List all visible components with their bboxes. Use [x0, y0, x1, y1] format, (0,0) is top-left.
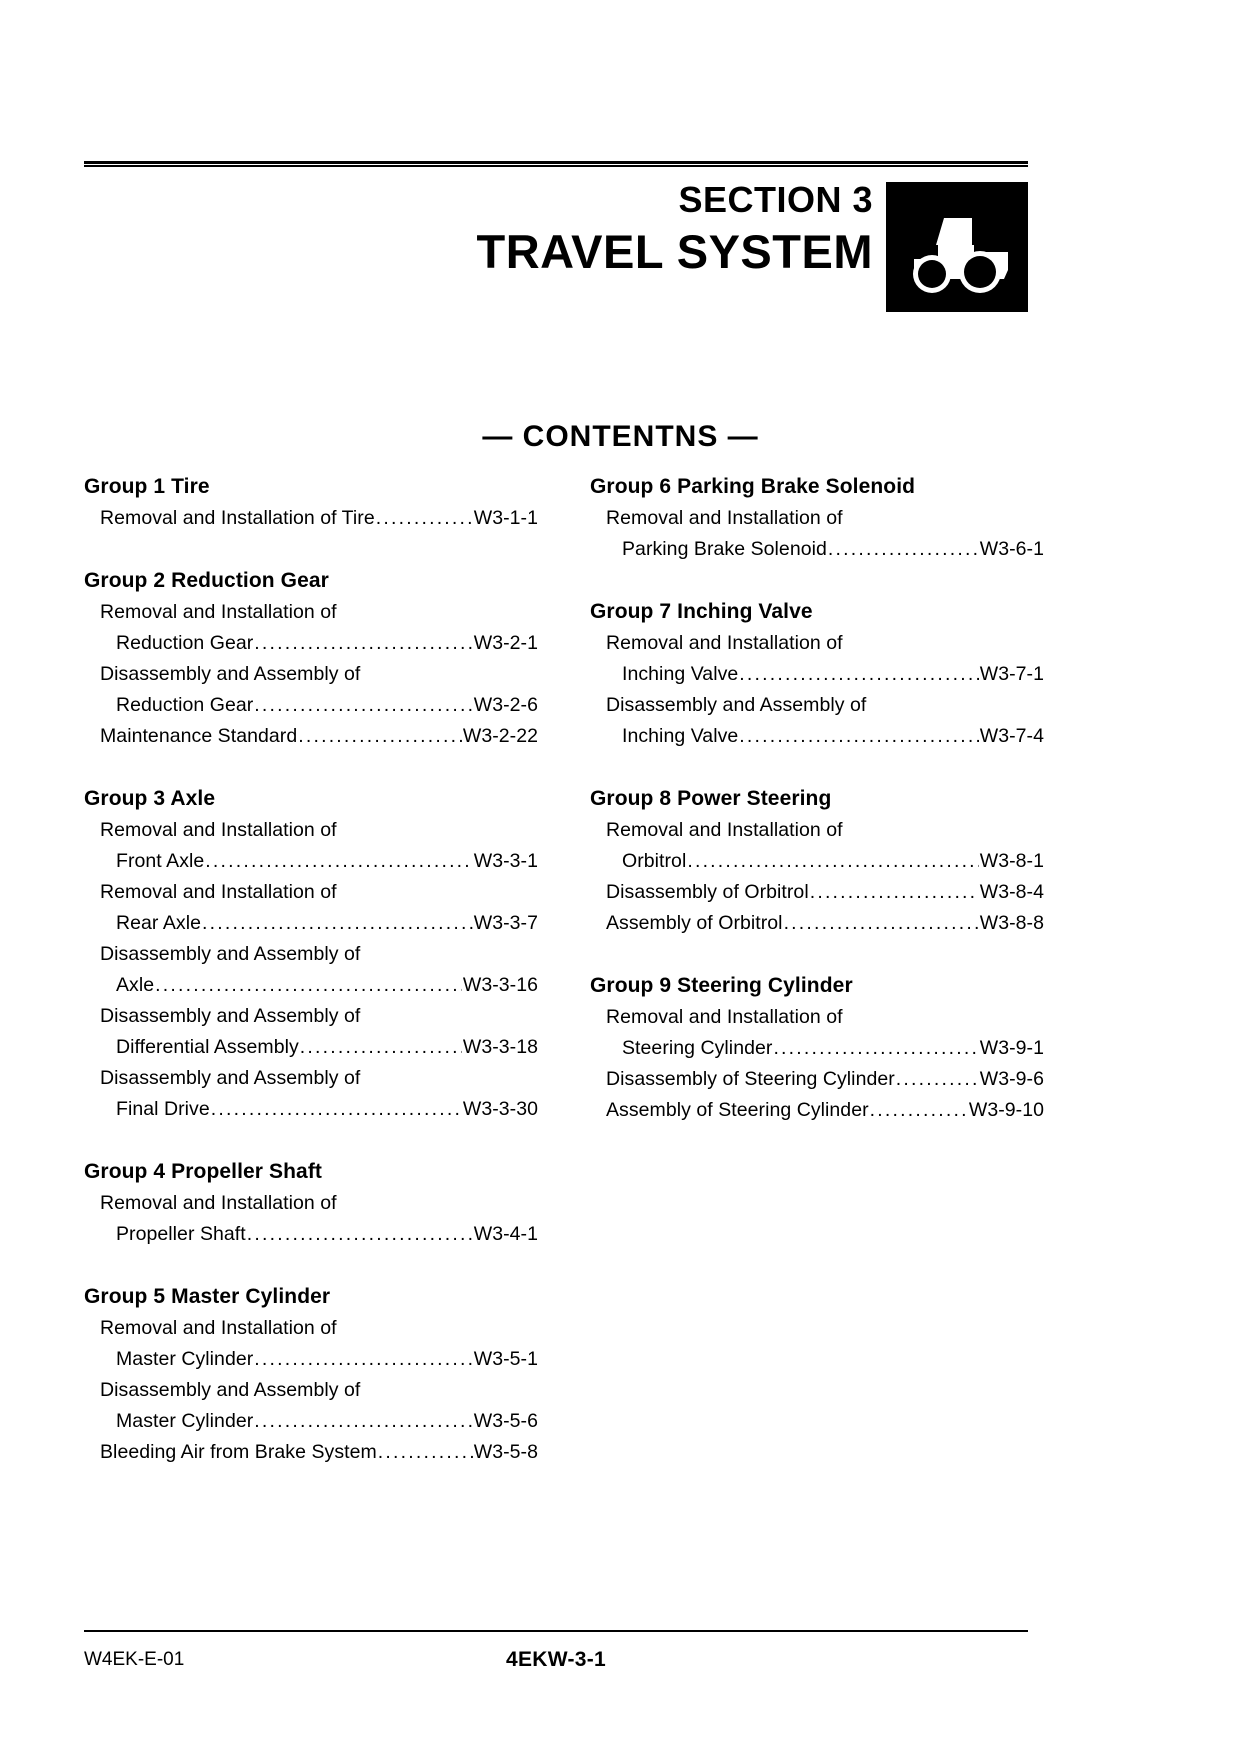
- toc-entry-continuation: Disassembly and Assembly of: [100, 1005, 361, 1027]
- toc-leader-dots: [300, 1032, 462, 1063]
- toc-entry-page: W3-5-6: [473, 1410, 538, 1432]
- toc-entry-label: Assembly of Steering Cylinder: [606, 1099, 869, 1121]
- toc-entry-continuation: Removal and Installation of: [100, 1192, 337, 1214]
- footer-rule: [84, 1630, 1028, 1632]
- header-double-rule: [84, 161, 1028, 167]
- toc-entry-page: W3-7-1: [979, 663, 1044, 685]
- toc-entry-label: Reduction Gear: [116, 632, 254, 654]
- toc-group: [84, 564, 538, 752]
- toc-entry[interactable]: [84, 628, 538, 659]
- toc-leader-dots: [202, 908, 473, 939]
- toc-group-title: Group 3 Axle: [84, 787, 216, 810]
- toc-group: [84, 1155, 538, 1250]
- toc-entry[interactable]: [84, 908, 538, 939]
- toc-column-right: [590, 470, 1044, 1126]
- toc-entry-label: Assembly of Orbitrol: [606, 912, 783, 934]
- toc-group: [84, 782, 538, 1125]
- toc-entry-page: W3-3-16: [462, 974, 538, 996]
- toc-entry-page: W3-3-30: [462, 1098, 538, 1120]
- toc-entry[interactable]: [84, 1406, 538, 1437]
- toc-entry-page: W3-9-6: [979, 1068, 1044, 1090]
- toc-entry-label: Removal and Installation of Tire: [100, 507, 375, 529]
- toc-entry[interactable]: [590, 1033, 1044, 1064]
- toc-entry-label: Master Cylinder: [116, 1410, 254, 1432]
- toc-group: [590, 782, 1044, 939]
- toc-group-title: Group 4 Propeller Shaft: [84, 1160, 323, 1183]
- toc-entry-page: W3-1-1: [473, 507, 538, 529]
- toc-entry-label: Maintenance Standard: [100, 725, 298, 747]
- toc-entry-continuation: Removal and Installation of: [100, 1317, 337, 1339]
- toc-entry-label: Inching Valve: [622, 663, 739, 685]
- toc-group: [590, 969, 1044, 1126]
- toc-leader-dots: [810, 877, 979, 908]
- toc-entry-page: W3-9-10: [968, 1099, 1044, 1121]
- toc-entry[interactable]: [84, 1437, 538, 1468]
- toc-entry-continuation: Disassembly and Assembly of: [606, 694, 867, 716]
- toc-group-title: Group 6 Parking Brake Solenoid: [590, 475, 916, 498]
- toc-entry-page: W3-2-1: [473, 632, 538, 654]
- toc-entry-page: W3-9-1: [979, 1037, 1044, 1059]
- toc-entry-label: Front Axle: [116, 850, 205, 872]
- header-rule-thin: [84, 165, 1028, 167]
- toc-entry-page: W3-5-1: [473, 1348, 538, 1370]
- toc-group: [590, 470, 1044, 565]
- toc-entry-label: Orbitrol: [622, 850, 687, 872]
- toc-leader-dots: [739, 721, 978, 752]
- toc-entry-page: W3-8-8: [979, 912, 1044, 934]
- toc-entry-page: W3-5-8: [473, 1441, 538, 1463]
- toc-leader-dots: [254, 690, 472, 721]
- toc-entry[interactable]: [84, 970, 538, 1001]
- toc-entry-page: W3-8-4: [979, 881, 1044, 903]
- section-label: SECTION 3: [678, 179, 873, 220]
- section-header: [84, 178, 1028, 318]
- toc-entry-label: Disassembly of Steering Cylinder: [606, 1068, 895, 1090]
- toc-entry[interactable]: [590, 534, 1044, 565]
- toc-entry-continuation: Disassembly and Assembly of: [100, 943, 361, 965]
- toc-leader-dots: [896, 1064, 979, 1095]
- toc-entry-page: W3-4-1: [473, 1223, 538, 1245]
- toc-entry[interactable]: [590, 1095, 1044, 1126]
- header-rule-thick: [84, 161, 1028, 164]
- toc-entry-page: W3-3-7: [473, 912, 538, 934]
- toc-entry[interactable]: [84, 690, 538, 721]
- toc-entry-label: Reduction Gear: [116, 694, 254, 716]
- toc-entry-continuation: Disassembly and Assembly of: [100, 1067, 361, 1089]
- toc-leader-dots: [687, 846, 978, 877]
- toc-entry[interactable]: [590, 659, 1044, 690]
- toc-leader-dots: [155, 970, 462, 1001]
- toc-leader-dots: [254, 628, 472, 659]
- toc-leader-dots: [376, 503, 473, 534]
- toc-entry-label: Propeller Shaft: [116, 1223, 246, 1245]
- toc-entry[interactable]: [84, 1094, 538, 1125]
- toc-entry[interactable]: [84, 1219, 538, 1250]
- toc-entry-page: W3-8-1: [979, 850, 1044, 872]
- toc-entry-label: Bleeding Air from Brake System: [100, 1441, 377, 1463]
- toc-group-title: Group 2 Reduction Gear: [84, 569, 329, 592]
- toc-entry-label: Steering Cylinder: [622, 1037, 773, 1059]
- toc-entry[interactable]: [590, 721, 1044, 752]
- toc-entry-continuation: Removal and Installation of: [100, 819, 337, 841]
- toc-entry[interactable]: [84, 846, 538, 877]
- toc-entry[interactable]: [590, 1064, 1044, 1095]
- toc-entry-label: Parking Brake Solenoid: [622, 538, 827, 560]
- section-title-block: [173, 178, 873, 280]
- toc-group: [590, 595, 1044, 752]
- toc-leader-dots: [828, 534, 979, 565]
- wheel-loader-icon: [886, 182, 1028, 312]
- toc-leader-dots: [784, 908, 979, 939]
- toc-leader-dots: [773, 1033, 978, 1064]
- footer-document-code: W4EK-E-01: [84, 1649, 185, 1670]
- page-footer: [84, 1645, 1028, 1685]
- toc-leader-dots: [211, 1094, 462, 1125]
- toc-entry-page: W3-3-18: [462, 1036, 538, 1058]
- toc-leader-dots: [378, 1437, 473, 1468]
- toc-entry-continuation: Disassembly and Assembly of: [100, 663, 361, 685]
- toc-entry-page: W3-2-22: [462, 725, 538, 747]
- toc-entry[interactable]: [84, 721, 538, 752]
- toc-entry-continuation: Removal and Installation of: [100, 881, 337, 903]
- toc-entry-continuation: Removal and Installation of: [606, 507, 843, 529]
- toc-entry-label: Rear Axle: [116, 912, 201, 934]
- toc-entry[interactable]: [590, 908, 1044, 939]
- toc-entry-label: Master Cylinder: [116, 1348, 254, 1370]
- toc-entry-label: Inching Valve: [622, 725, 739, 747]
- toc-entry-page: W3-7-4: [979, 725, 1044, 747]
- toc-group-title: Group 8 Power Steering: [590, 787, 832, 810]
- toc-entry-page: W3-2-6: [473, 694, 538, 716]
- toc-entry-continuation: Removal and Installation of: [606, 632, 843, 654]
- toc-entry-page: W3-6-1: [979, 538, 1044, 560]
- toc-entry-label: Disassembly of Orbitrol: [606, 881, 809, 903]
- footer-page-number: 4EKW-3-1: [506, 1648, 606, 1671]
- toc-entry-label: Differential Assembly: [116, 1036, 299, 1058]
- toc-leader-dots: [205, 846, 472, 877]
- toc-leader-dots: [298, 721, 462, 752]
- table-of-contents: [84, 470, 1144, 1468]
- toc-entry-label: Axle: [116, 974, 155, 996]
- toc-group-title: Group 9 Steering Cylinder: [590, 974, 853, 997]
- page-title: TRAVEL SYSTEM: [476, 225, 873, 278]
- toc-entry-continuation: Removal and Installation of: [100, 601, 337, 623]
- toc-leader-dots: [247, 1219, 473, 1250]
- toc-entry-label: Final Drive: [116, 1098, 210, 1120]
- toc-group: [84, 470, 538, 534]
- toc-column-left: [84, 470, 538, 1468]
- toc-entry[interactable]: [590, 846, 1044, 877]
- toc-entry-continuation: Disassembly and Assembly of: [100, 1379, 361, 1401]
- toc-group-title: Group 7 Inching Valve: [590, 600, 813, 623]
- toc-entry[interactable]: [84, 1032, 538, 1063]
- toc-group-title: Group 5 Master Cylinder: [84, 1285, 331, 1308]
- toc-group-title: Group 1 Tire: [84, 475, 210, 498]
- toc-entry[interactable]: [84, 503, 538, 534]
- toc-leader-dots: [254, 1406, 472, 1437]
- toc-entry[interactable]: [84, 1344, 538, 1375]
- toc-entry[interactable]: [590, 877, 1044, 908]
- contents-heading: — CONTENTNS —: [482, 420, 759, 453]
- toc-entry-continuation: Removal and Installation of: [606, 1006, 843, 1028]
- toc-leader-dots: [254, 1344, 472, 1375]
- toc-group: [84, 1280, 538, 1468]
- toc-leader-dots: [870, 1095, 968, 1126]
- toc-entry-continuation: Removal and Installation of: [606, 819, 843, 841]
- toc-leader-dots: [739, 659, 978, 690]
- toc-entry-page: W3-3-1: [473, 850, 538, 872]
